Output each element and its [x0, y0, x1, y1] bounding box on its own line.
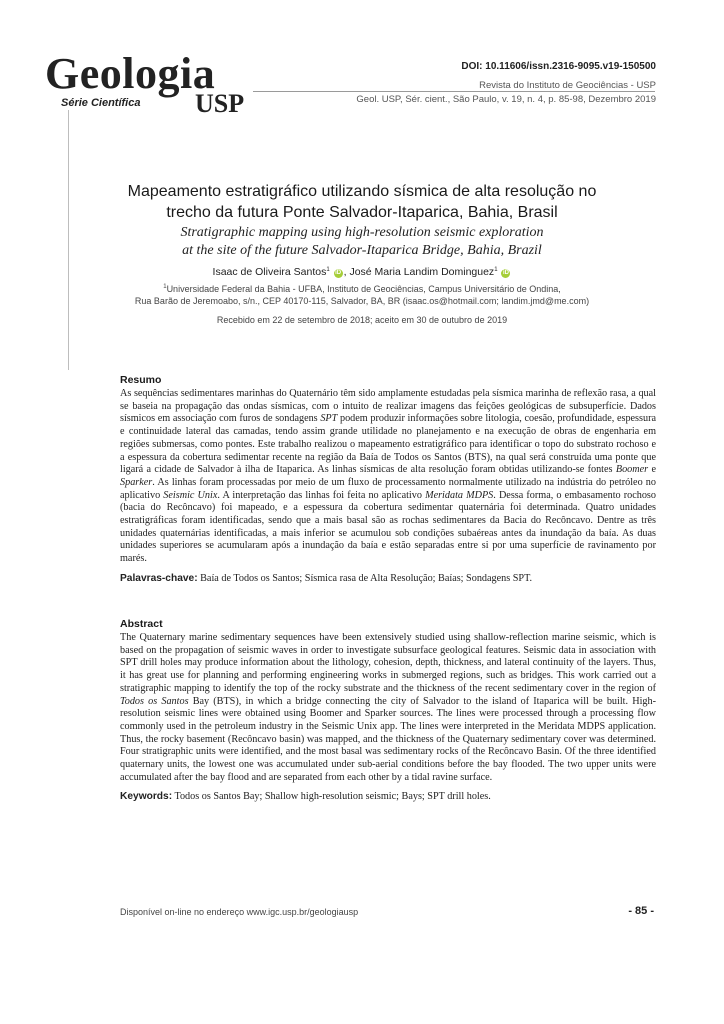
affil-sup: 1 — [163, 284, 167, 290]
author-1: Isaac de Oliveira Santos — [212, 266, 327, 278]
abstract-body — [120, 632, 656, 784]
journal-logo — [45, 49, 265, 122]
title-block — [80, 181, 644, 259]
palavras-chave-label: Palavras-chave: — [120, 572, 198, 584]
abstract-title: Abstract — [120, 618, 163, 630]
abstract-text: The Quaternary marine sedimentary sequences have been extensively studied using shallow-reflection marine seismic, which is based on the propagation of seismic waves in order to investigate subsurface geological features. Seismic data in association with SPT drill holes may produce information about the lithology, cohesion, depth, thickness, and lateral continuity of the layers. Thus, it has great use for planning and performing engineering works in submerged regions, such as bridges. This work carried out a stratigraphic mapping to identify the top of the rocky substrate and the thickness of the recent sedimentary cover in the region of — [120, 632, 656, 694]
orcid-icon[interactable]: iD — [335, 270, 342, 276]
author-2: José Maria Landim Dominguez — [349, 266, 495, 278]
resumo-text: . Dessa forma, o embasamento rochoso (bacia do Recôncavo) foi mapeado, e a espessura da cobertura sedimentar quaternária foi determinada. Quatro unidades estratigráficas foram identificadas, sendo que a mais basal são as rochas sedimentares da Bacia do Recôncavo. Dentre as três unidades quaternárias identificadas, a mais inferior se acumulou sob condições subaéreas antes da inundação da baía. As duas unidades superiores se acumularam após a inundação da baía e estão separadas entre si por uma superfície de ravinamento por marés. — [120, 489, 656, 565]
affiliation — [80, 281, 644, 307]
palavras-chave — [120, 573, 656, 584]
keywords-text: Todos os Santos Bay; Shallow high-resolution seismic; Bays; SPT drill holes. — [172, 791, 491, 803]
affil-line2: Rua Barão de Jeremoabo, s/n., CEP 40170-115, Salvador, BA, BR (isaac.os@hotmail.com; landim.jmd@me.com) — [134, 296, 590, 306]
author-1-sup: 1 — [326, 267, 330, 273]
resumo-text: . A interpretação das linhas foi feita no aplicativo — [217, 489, 426, 501]
affil-line1: Universidade Federal da Bahia - UFBA, Instituto de Geociências, Campus Universitário de Ondina, — [166, 284, 561, 294]
logo-usp: USP — [195, 89, 245, 118]
resumo-body — [120, 388, 656, 566]
margin-rule — [68, 110, 69, 370]
title-pt-line2: trecho da futura Ponte Salvador-Itaparica, Bahia, Brasil — [166, 204, 558, 221]
resumo-italic: Sparker — [120, 476, 153, 488]
abstract-section — [120, 618, 656, 802]
author-2-sup: 1 — [494, 267, 498, 273]
keywords — [120, 791, 656, 802]
authors: Isaac de Oliveira Santos$^1$ iD , José Maria Landim Dominguez$^1$ iD — [212, 266, 509, 278]
logo-serie: Série Científica — [61, 97, 141, 109]
resumo-text: As sequências sedimentares marinhas do Quaternário têm sido amplamente estudadas pela sísmica marinha de reflexão rasa, a qual se baseia na propagação das ondas sísmicas, com o intuito de realizar imagens das feições geológicas de subsuperfície. Dados sísmicos em associação com furos de sondagens — [120, 388, 656, 425]
resumo-text: podem produzir informações sobre litologia, coesão, profundidade, espessura e continuidade lateral das camadas, tendo assim grande utilidade no planejamento e na execução de obras de engenharia em regiões submersas, como pontes. Este trabalho realizou o mapeamento estratigráfico para identificar o topo do substrato rochoso e a espessura da cobertura sedimentar recente na região da Baía de Todos os Santos (BTS), na qual será construída uma ponte que ligará a cidade de Salvador à ilha de Itaparica. As linhas sísmicas de alta resolução foram obtidas utilizando-se fontes — [120, 413, 656, 476]
abstract-italic: Todos os Santos — [120, 695, 189, 707]
resumo-section — [120, 374, 656, 584]
palavras-chave-text: Baía de Todos os Santos; Sísmica rasa de Alta Resolução; Baías; Sondagens SPT. — [197, 572, 533, 584]
journal-name: Revista do Instituto de Geociências - USP — [479, 80, 656, 91]
resumo-italic: SPT — [320, 413, 338, 425]
title-en-line1: Stratigraphic mapping using high-resolution seismic exploration — [180, 225, 544, 240]
keywords-label: Keywords: — [120, 791, 173, 803]
resumo-italic: Meridata MDPS — [425, 489, 494, 501]
resumo-italic: Boomer — [615, 464, 649, 476]
doi[interactable]: DOI: 10.11606/issn.2316-9095.v19-150500 — [461, 61, 656, 72]
header-rule — [253, 91, 655, 92]
citation: Geol. USP, Sér. cient., São Paulo, v. 19, n. 4, p. 85-98, Dezembro 2019 — [356, 94, 656, 105]
orcid-icon[interactable]: iD — [502, 270, 509, 276]
logo-word: Geologia — [45, 49, 216, 98]
resumo-italic: Seismic Unix — [163, 489, 218, 501]
abstract-text: Bay (BTS), in which a bridge connecting the city of Salvador to the island of Itaparica will be built. High-resolution seismic lines were obtained using Boomer and Sparker sources. The lines were processed through a processing flow commonly used in the petroleum industry in the Seismic Unix app. The lines were interpreted in the Meridata MDPS application. Thus, the rocky basement (Recôncavo basin) was mapped, and the thickness of the Quaternary sedimentary cover was determined. Four stratigraphic units were identified, and the most basal was sedimentary rocks of the Recôncavo Basin. Of the three identified quaternary units, the lowest one was accumulated under sub-aerial conditions before the bay flooded. The two upper units were accumulated after the bay flood and are separated from each other by a tidal ravine surface. — [120, 695, 656, 783]
resumo-text: e — [648, 464, 656, 476]
received-date: Recebido em 22 de setembro de 2018; aceito em 30 de outubro de 2019 — [216, 315, 508, 325]
title-en-line2: at the site of the future Salvador-Itaparica Bridge, Bahia, Brazil — [182, 243, 542, 258]
resumo-text: . As linhas foram processadas por meio de um fluxo de processamento normalmente utilizado na indústria do petróleo no aplicativo — [120, 476, 656, 501]
availability-note[interactable]: Disponível on-line no endereço www.igc.usp.br/geologiausp — [120, 907, 359, 917]
resumo-title: Resumo — [120, 374, 162, 386]
title-pt-line1: Mapeamento estratigráfico utilizando sísmica de alta resolução no — [127, 183, 597, 200]
page-number: - 85 - — [628, 905, 654, 917]
